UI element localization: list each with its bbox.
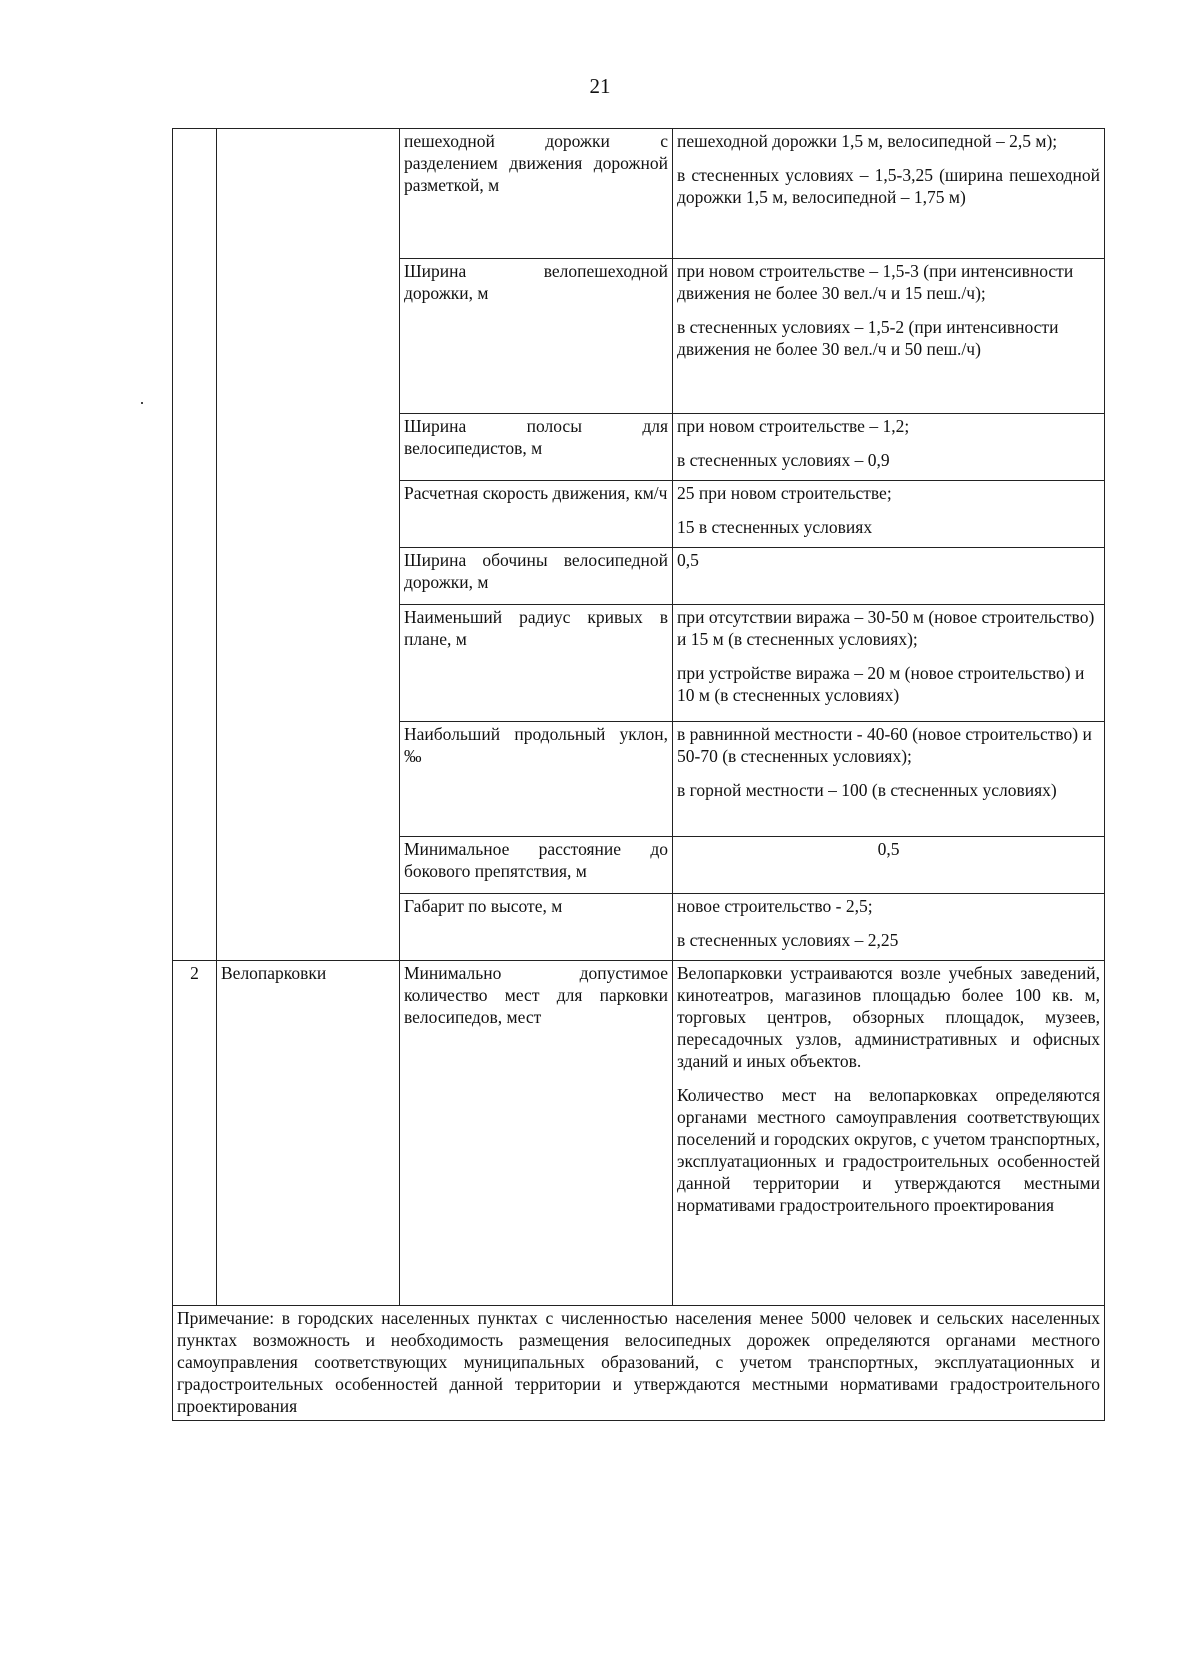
object-name: Велопарковки	[221, 963, 327, 983]
value-text: при устройстве виража – 20 м (новое строительство) и 10 м (в стесненных условиях)	[677, 663, 1085, 705]
value-text: 25 при новом строительстве;	[677, 483, 892, 503]
value-text: в горной местности – 100 (в стесненных условиях)	[677, 780, 1057, 800]
value-text: в равнинной местности - 40-60 (новое строительство) и 50-70 (в стесненных условиях);	[677, 724, 1092, 766]
param-text: Ширина полосы для велосипедистов, м	[404, 416, 668, 458]
value-cell	[673, 129, 1105, 259]
param-text: пешеходной дорожки с разделением движения дорожной разметкой, м	[404, 131, 668, 195]
param-cell	[400, 722, 673, 837]
value-cell	[673, 894, 1105, 961]
table-row	[173, 129, 1105, 259]
param-cell	[400, 481, 673, 548]
value-text: в стесненных условиях – 1,5-2 (при интенсивности движения не более 30 вел./ч и 50 пеш./ч)	[677, 317, 1059, 359]
object-name-cell	[217, 129, 400, 961]
param-cell	[400, 259, 673, 414]
note-cell	[173, 1306, 1105, 1421]
row-number-cell	[173, 129, 217, 961]
value-cell	[673, 837, 1105, 894]
value-text: Количество мест на велопарковках определяются органами местного самоуправления соответствующих поселений и городских округов, с учетом транспортных, эксплуатационных и градостроительных особенностей данной территории и утверждаются местными нормативами градостроительного проектирования	[677, 1085, 1100, 1215]
page-number: 21	[589, 74, 611, 98]
value-text: при новом строительстве – 1,2;	[677, 416, 910, 436]
value-text: в стесненных условиях – 1,5-3,25 (ширина пешеходной дорожки 1,5 м, велосипедной – 1,75 м)	[677, 165, 1100, 207]
value-text: Велопарковки устраиваются возле учебных заведений, кинотеатров, магазинов площадью более 100 кв. м, торговых центров, обзорных площадок, музеев, пересадочных узлов, административных и офисных зданий и иных объектов.	[677, 963, 1100, 1071]
value-cell	[673, 414, 1105, 481]
param-text: Ширина велопешеходной дорожки, м	[404, 261, 668, 303]
value-cell	[673, 259, 1105, 414]
param-text: Минимальное расстояние до бокового препятствия, м	[404, 839, 668, 881]
param-cell	[400, 961, 673, 1306]
param-text: Расчетная скорость движения, км/ч	[404, 483, 668, 503]
value-text: при отсутствии виража – 30-50 м (новое строительство) и 15 м (в стесненных условиях);	[677, 607, 1095, 649]
value-text: 0,5	[877, 839, 900, 859]
param-cell	[400, 605, 673, 722]
param-text: Ширина обочины велосипедной дорожки, м	[404, 550, 668, 592]
value-cell	[673, 548, 1105, 605]
scan-speck	[141, 402, 143, 404]
value-text: при новом строительстве – 1,5-3 (при интенсивности движения не более 30 вел./ч и 15 пеш./ч);	[677, 261, 1074, 303]
value-text: 0,5	[677, 550, 699, 570]
value-text: пешеходной дорожки 1,5 м, велосипедной – 2,5 м);	[677, 131, 1058, 151]
value-text: новое строительство - 2,5;	[677, 896, 873, 916]
row-number: 2	[190, 963, 199, 983]
value-cell	[673, 605, 1105, 722]
row-number-cell	[173, 961, 217, 1306]
value-text: в стесненных условиях – 0,9	[677, 450, 890, 470]
note-row	[173, 1306, 1105, 1421]
note-text: Примечание: в городских населенных пунктах с численностью населения менее 5000 человек и сельских населенных пунктах возможность и необходимость размещения велосипедных дорожек определяются органами местного самоуправления соответствующих муниципальных образований, с учетом транспортных, эксплуатационных и градостроительных особенностей данной территории и утверждаются местными нормативами градостроительного проектирования	[177, 1308, 1100, 1416]
param-cell	[400, 129, 673, 259]
table-row	[173, 961, 1105, 1306]
param-cell	[400, 837, 673, 894]
value-text: 15 в стесненных условиях	[677, 517, 873, 537]
value-cell	[673, 722, 1105, 837]
object-name-cell	[217, 961, 400, 1306]
norms-table	[172, 128, 1105, 1421]
value-cell	[673, 481, 1105, 548]
param-text: Наименьший радиус кривых в плане, м	[404, 607, 668, 649]
param-text: Минимально допустимое количество мест для парковки велосипедов, мест	[404, 963, 668, 1027]
value-cell	[673, 961, 1105, 1306]
value-text: в стесненных условиях – 2,25	[677, 930, 899, 950]
param-cell	[400, 894, 673, 961]
param-text: Наибольший продольный уклон, ‰	[404, 724, 668, 766]
param-cell	[400, 548, 673, 605]
param-text: Габарит по высоте, м	[404, 896, 563, 916]
param-cell	[400, 414, 673, 481]
